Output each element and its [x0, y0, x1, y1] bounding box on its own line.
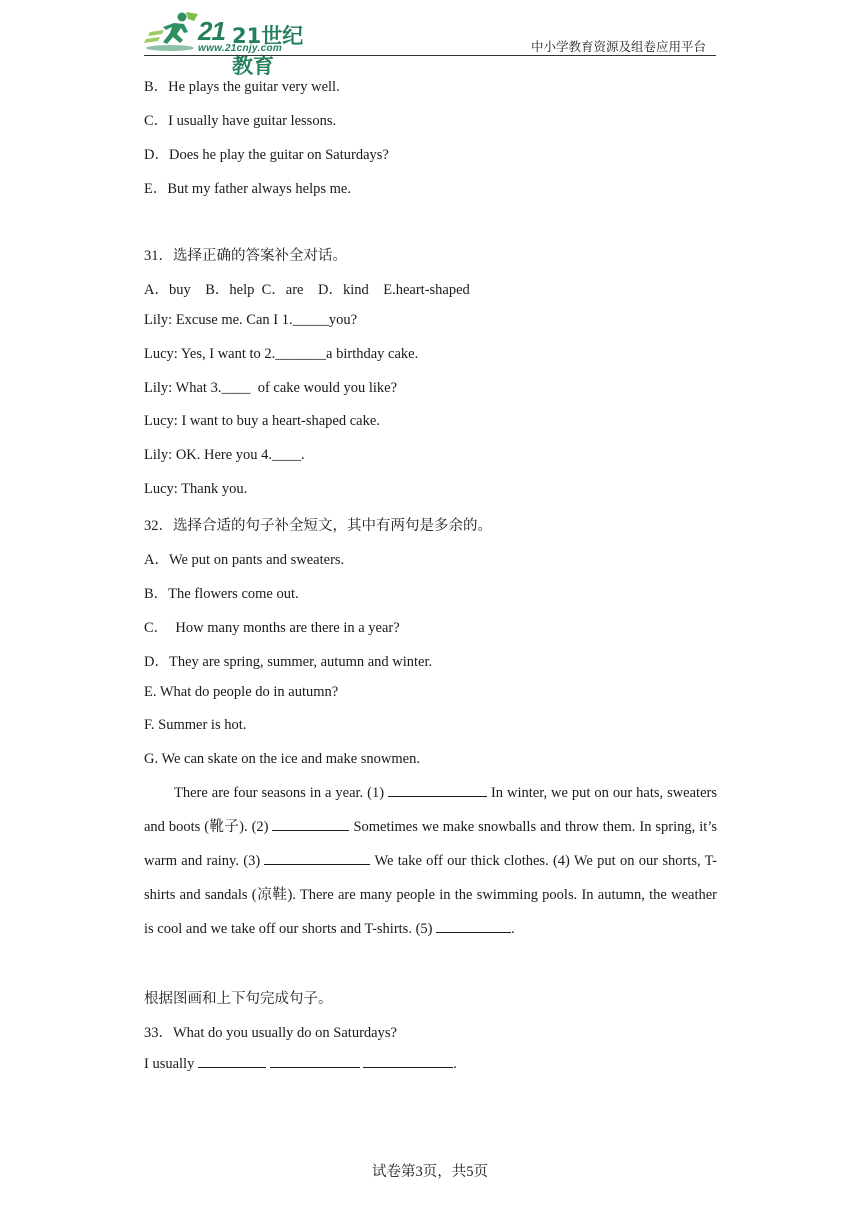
passage-text: . [511, 921, 515, 937]
q31-options: A．buy B．help C．are D．kind E.heart-shaped [144, 282, 470, 298]
q31-dialogue-line: Lucy: Thank you. [144, 481, 248, 497]
q32-option-c: C． How many months are there in a year? [144, 620, 400, 636]
q31-dialogue-line: Lily: OK. Here you 4.____. [144, 447, 305, 463]
answer-blank-1[interactable] [388, 784, 487, 797]
passage-text: There are four seasons in a year. (1) [174, 785, 389, 801]
q33-answer-suffix: . [453, 1056, 457, 1072]
answer-blank-5[interactable] [436, 920, 511, 933]
q33-answer-prefix: I usually [144, 1056, 198, 1072]
passage-text: In winter, we put on our hats, sweaters and boots (靴子). (2) [144, 785, 717, 835]
logo-text: 21世纪教育 [232, 24, 304, 78]
q30-option-c: C．I usually have guitar lessons. [144, 113, 337, 129]
q31-dialogue-line: Lucy: Yes, I want to 2._______a birthday cake. [144, 346, 419, 362]
passage-text: Sometimes we make snowballs and throw them. In spring, it’s warm and rainy. (3) [144, 819, 717, 869]
q33-answer-line [144, 1055, 457, 1073]
q31-title: 31．选择正确的答案补全对话。 [144, 248, 347, 264]
q30-option-b: B．He plays the guitar very well. [144, 79, 340, 95]
q30-option-e: E．But my father always helps me. [144, 181, 351, 197]
q33-question: 33．What do you usually do on Saturdays? [144, 1025, 397, 1041]
runner-logo-icon [144, 10, 200, 54]
logo-url: www.21cnjy.com [198, 43, 283, 54]
answer-blank-2[interactable] [272, 818, 349, 831]
logo [144, 10, 314, 78]
q31-dialogue-line: Lucy: I want to buy a heart-shaped cake. [144, 413, 380, 429]
page-footer: 试卷第3页，共5页 [372, 1164, 488, 1180]
q32-option-b: B．The flowers come out. [144, 586, 299, 602]
q31-dialogue-line: Lily: Excuse me. Can I 1._____you? [144, 312, 358, 328]
page-header [144, 8, 716, 78]
q30-option-d: D．Does he play the guitar on Saturdays? [144, 147, 389, 163]
passage-text: We take off our thick clothes. (4) We put on our shorts, T-shirts and sandals (凉鞋). There are many people in the swimming pools. In autumn, the weather is cool and we take off our shorts and T-shirts. (5) [144, 853, 717, 937]
q32-option-d: D．They are spring, summer, autumn and winter. [144, 654, 433, 670]
q33-blank-1[interactable] [198, 1055, 266, 1068]
section-instruction: 根据图画和上下句完成句子。 [144, 991, 333, 1007]
answer-blank-3[interactable] [264, 852, 370, 865]
q32-option-e: E. What do people do in autumn? [144, 684, 339, 700]
q32-passage [144, 776, 717, 946]
q32-option-a: A．We put on pants and sweaters. [144, 552, 345, 568]
platform-name: 中小学教育资源及组卷应用平台 [530, 39, 706, 54]
q31-dialogue-line: Lily: What 3.____ of cake would you like? [144, 380, 398, 396]
q33-blank-2[interactable] [270, 1055, 360, 1068]
header-divider [144, 55, 716, 56]
logo-number: 21 [198, 16, 225, 46]
q33-blank-3[interactable] [363, 1055, 453, 1068]
q32-option-f: F. Summer is hot. [144, 717, 247, 733]
q32-option-g: G. We can skate on the ice and make snowmen. [144, 751, 420, 767]
q32-title: 32．选择合适的句子补全短文，其中有两句是多余的。 [144, 518, 492, 534]
